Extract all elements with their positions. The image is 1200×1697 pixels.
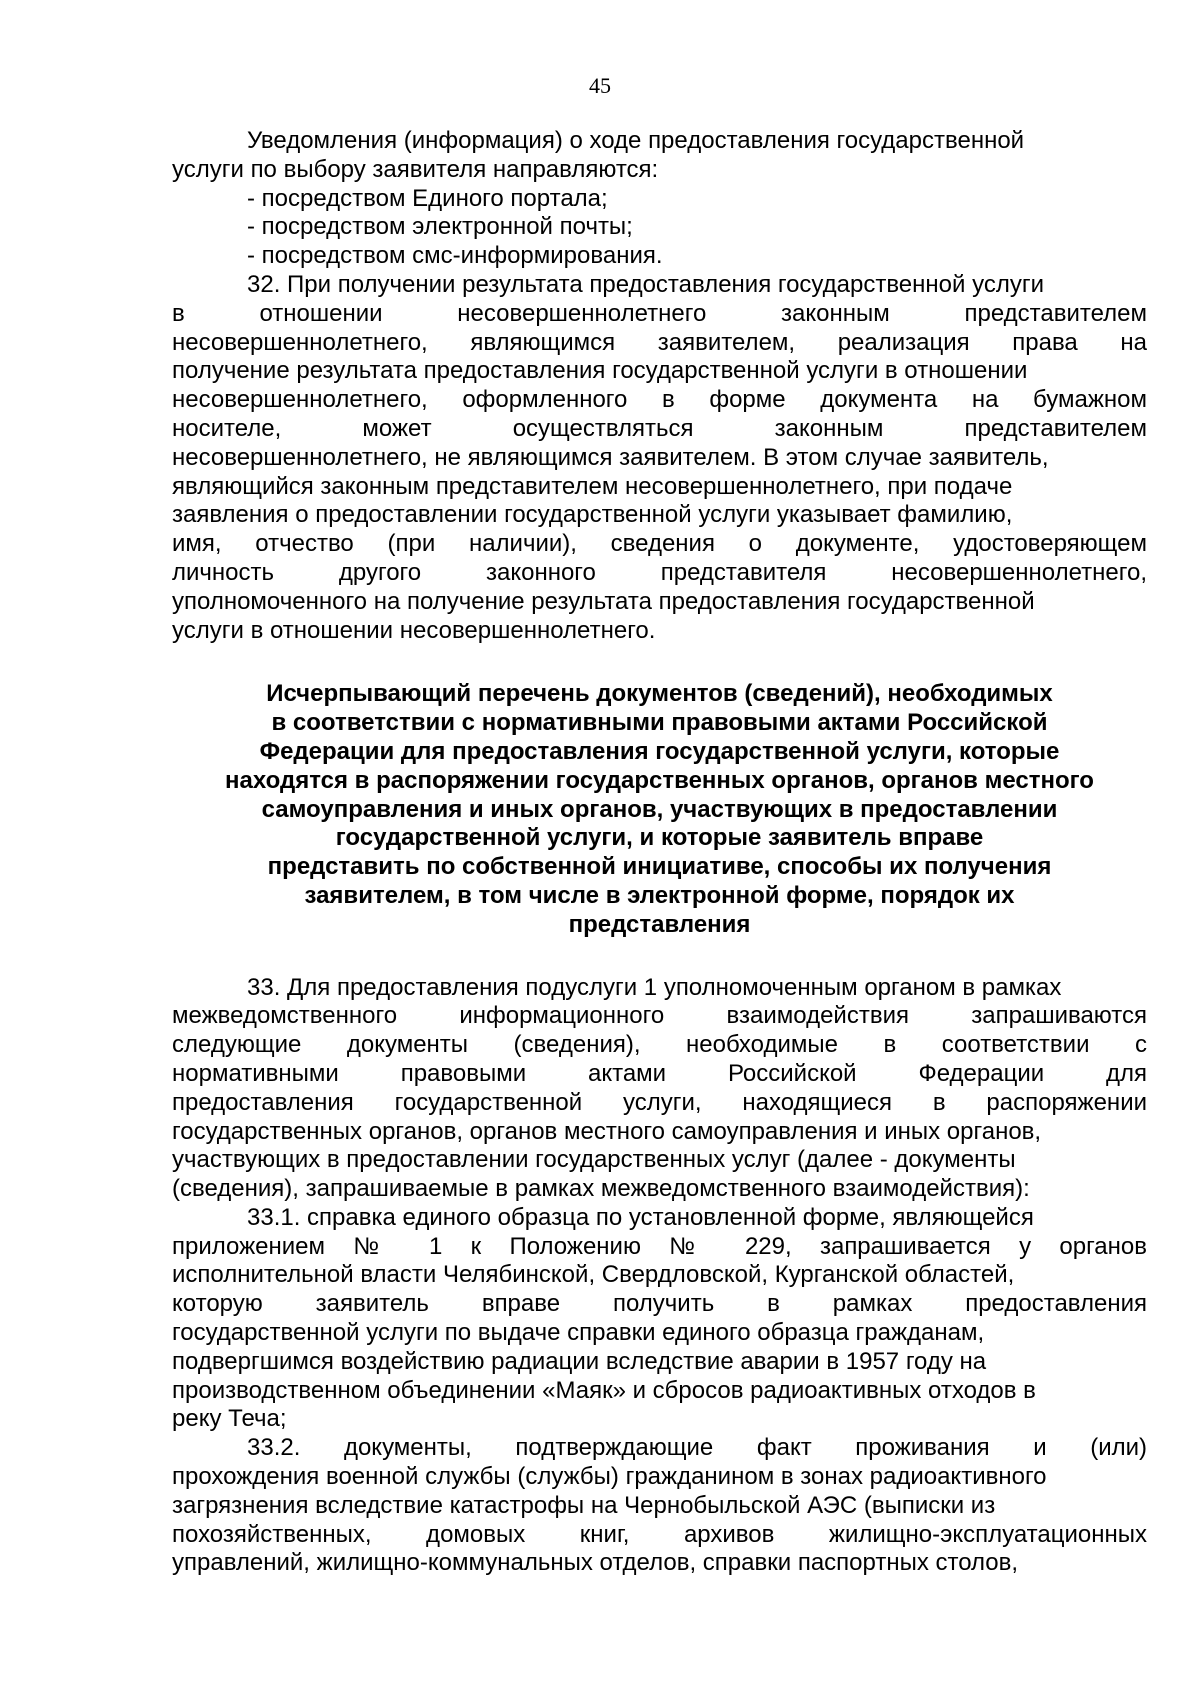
text-line: прохождения военной службы (службы) гражданином в зонах радиоактивного [172,1463,1047,1491]
text-line: подвергшимся воздействию радиации вследствие аварии в 1957 году на [172,1347,987,1375]
heading-line: в соответствии с нормативными правовыми актами Российской [271,709,1048,737]
text-line: несовершеннолетнего, оформленного в форме документа на бумажном [172,386,1147,414]
text-line: - посредством электронной почты; [247,213,633,241]
text-line: предоставления государственной услуги, находящиеся в распоряжении [172,1088,1147,1116]
page-number: 45 [589,73,611,98]
heading-line: государственной услуги, и которые заявитель вправе [335,824,984,852]
heading-line: Исчерпывающий перечень документов (сведений), необходимых [266,680,1053,708]
text-line: 33.1. справка единого образца по установленной форме, являющейся [247,1203,1034,1231]
document-body [172,127,1147,1578]
text-line: являющийся законным представителем несовершеннолетнего, при подаче [172,472,1013,500]
text-line: производственном объединении «Маяк» и сбросов радиоактивных отходов в [172,1376,1036,1404]
text-line: услуги по выбору заявителя направляются: [172,155,659,183]
text-line: получение результата предоставления государственной услуги в отношении [172,357,1028,385]
text-line: личность другого законного представителя несовершеннолетнего, [172,558,1147,586]
text-line: в отношении несовершеннолетнего законным представителем [172,299,1147,327]
text-line: Уведомления (информация) о ходе предоставления государственной [247,127,1025,154]
paragraph-block-notifications [172,127,1147,645]
text-line: носителе, может осуществляться законным представителем [172,414,1147,442]
text-line: уполномоченного на получение результата предоставления государственной [172,587,1035,615]
section-heading [172,680,1147,939]
heading-line: представить по собственной инициативе, способы их получения [267,853,1052,881]
text-line: загрязнения вследствие катастрофы на Чернобыльской АЭС (выписки из [172,1491,996,1519]
text-line: нормативными правовыми актами Российской Федерации для [172,1059,1147,1087]
text-line: 33. Для предоставления подуслуги 1 уполномоченным органом в рамках [247,973,1062,1001]
text-line: межведомственного информационного взаимодействия запрашиваются [172,1002,1147,1030]
heading-line: самоуправления и иных органов, участвующих в предоставлении [261,795,1058,823]
text-line: участвующих в предоставлении государственных услуг (далее - документы [172,1146,1016,1174]
text-line: 32. При получении результата предоставления государственной услуги [247,270,1044,298]
text-line: похозяйственных, домовых книг, архивов жилищно-эксплуатационных [172,1520,1147,1548]
text-line: приложением № 1 к Положению № 229, запрашивается у органов [172,1232,1147,1260]
text-line: имя, отчество (при наличии), сведения о документе, удостоверяющем [172,530,1147,558]
text-line: реку Теча; [172,1405,287,1433]
paragraph-block-documents [172,974,1147,1579]
text-line: - посредством Единого портала; [247,184,608,212]
heading-line: представления [568,910,751,938]
heading-line: Федерации для предоставления государственной услуги, которые [259,737,1060,765]
text-line: исполнительной власти Челябинской, Свердловской, Курганской областей, [172,1261,1015,1289]
text-line: 33.2. документы, подтверждающие факт проживания и (или) [247,1434,1147,1462]
text-line: несовершеннолетнего, не являющимся заявителем. В этом случае заявитель, [172,443,1049,471]
heading-line: находятся в распоряжении государственных органов, органов местного [225,766,1094,794]
text-line: несовершеннолетнего, являющимся заявителем, реализация права на [172,328,1147,356]
text-line: следующие документы (сведения), необходимые в соответствии с [172,1031,1147,1059]
text-line: государственных органов, органов местного самоуправления и иных органов, [172,1117,1042,1145]
text-line: которую заявитель вправе получить в рамках предоставления [172,1290,1147,1318]
text-line: управлений, жилищно-коммунальных отделов, справки паспортных столов, [172,1549,1019,1577]
text-line: государственной услуги по выдаче справки единого образца гражданам, [172,1319,985,1347]
text-line: (сведения), запрашиваемые в рамках межведомственного взаимодействия): [172,1175,1030,1203]
text-line: услуги в отношении несовершеннолетнего. [172,616,656,644]
text-line: - посредством смс-информирования. [247,242,663,270]
heading-line: заявителем, в том числе в электронной форме, порядок их [304,881,1015,909]
text-line: заявления о предоставлении государственной услуги указывает фамилию, [172,501,1013,529]
